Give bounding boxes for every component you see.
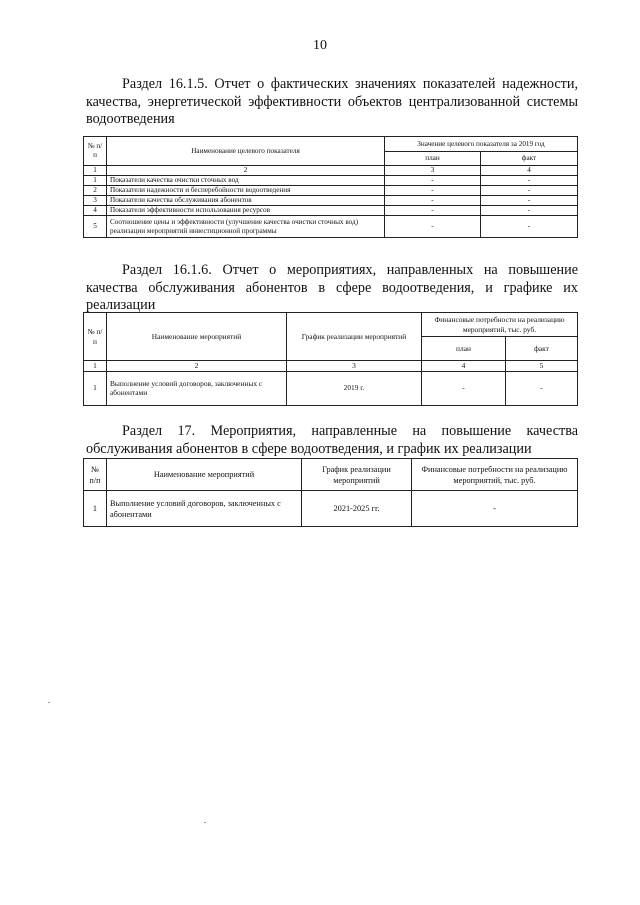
row-num: 2	[84, 186, 107, 196]
row-plan: -	[422, 371, 506, 405]
header-plan: план	[422, 337, 506, 361]
activities-plan-table	[83, 458, 578, 527]
col-number: 1	[84, 361, 107, 372]
header-plan: план	[385, 152, 481, 166]
row-fact: -	[481, 196, 578, 206]
col-number: 2	[107, 166, 385, 176]
activities-report-table	[83, 312, 578, 406]
row-name: Показатели качества обслуживания абонентов	[107, 196, 385, 206]
row-plan: -	[385, 186, 481, 196]
section-16-1-6-title: Раздел 16.1.6. Отчет о мероприятиях, направленных на повышение качества обслуживания абонентов в сфере водоотведения, и графике их реализации	[86, 262, 578, 313]
row-name: Выполнение условий договоров, заключенных с абонентами	[107, 371, 287, 405]
col-number: 4	[481, 166, 578, 176]
section-16-1-5-title: Раздел 16.1.5. Отчет о фактических значениях показателей надежности, качества, энергетической эффективности объектов централизованной системы водоотведения	[86, 76, 578, 127]
col-number: 3	[385, 166, 481, 176]
header-indicator-name: Наименование целевого показателя	[107, 137, 385, 166]
row-fact: -	[481, 176, 578, 186]
table-row	[84, 196, 578, 206]
indicators-table	[83, 136, 578, 238]
scan-speck	[204, 822, 206, 823]
section-17-title: Раздел 17. Мероприятия, направленные на повышение качества обслуживания абонентов в сфере водоотведения, и график их реализации	[86, 423, 578, 457]
row-fact: -	[481, 216, 578, 238]
row-plan: -	[385, 216, 481, 238]
row-num: 1	[84, 491, 107, 527]
table-row	[84, 186, 578, 196]
col-number: 1	[84, 166, 107, 176]
row-schedule: 2019 г.	[287, 371, 422, 405]
table-row	[84, 216, 578, 238]
row-plan: -	[385, 176, 481, 186]
header-finance: Финансовые потребности на реализацию мероприятий, тыс. руб.	[412, 459, 578, 491]
row-name: Показатели качества очистки сточных вод	[107, 176, 385, 186]
header-indicator-value: Значение целевого показателя за 2019 год	[385, 137, 578, 152]
table-row	[84, 371, 578, 405]
col-number: 3	[287, 361, 422, 372]
row-plan: -	[385, 196, 481, 206]
header-activity-name: Наименование мероприятий	[107, 313, 287, 361]
row-schedule: 2021-2025 гг.	[302, 491, 412, 527]
row-name: Показатели надежности и бесперебойности водоотведения	[107, 186, 385, 196]
header-fact: факт	[506, 337, 578, 361]
row-finance: -	[412, 491, 578, 527]
header-schedule: График реализации мероприятий	[287, 313, 422, 361]
row-name: Выполнение условий договоров, заключенных с абонентами	[107, 491, 302, 527]
header-num: № п/п	[84, 459, 107, 491]
table-row	[84, 176, 578, 186]
table-row	[84, 206, 578, 216]
scan-speck	[48, 702, 50, 703]
row-fact: -	[481, 186, 578, 196]
col-number: 2	[107, 361, 287, 372]
column-number-row	[84, 361, 578, 372]
header-schedule: График реализации мероприятий	[302, 459, 412, 491]
header-fact: факт	[481, 152, 578, 166]
row-fact: -	[506, 371, 578, 405]
row-fact: -	[481, 206, 578, 216]
row-name: Соотношение цены и эффективности (улучшение качества очистки сточных вод) реализации мероприятий инвестиционной программы	[107, 216, 385, 238]
page-number: 10	[313, 38, 327, 53]
header-finance: Финансовые потребности на реализацию мероприятий, тыс. руб.	[422, 313, 578, 337]
column-number-row	[84, 166, 578, 176]
row-num: 3	[84, 196, 107, 206]
row-plan: -	[385, 206, 481, 216]
row-name: Показатели эффективности использования ресурсов	[107, 206, 385, 216]
header-num: № п/п	[84, 313, 107, 361]
row-num: 1	[84, 176, 107, 186]
row-num: 5	[84, 216, 107, 238]
col-number: 5	[506, 361, 578, 372]
col-number: 4	[422, 361, 506, 372]
table-row	[84, 491, 578, 527]
header-num: № п/п	[84, 137, 107, 166]
header-activity-name: Наименование мероприятий	[107, 459, 302, 491]
row-num: 1	[84, 371, 107, 405]
row-num: 4	[84, 206, 107, 216]
